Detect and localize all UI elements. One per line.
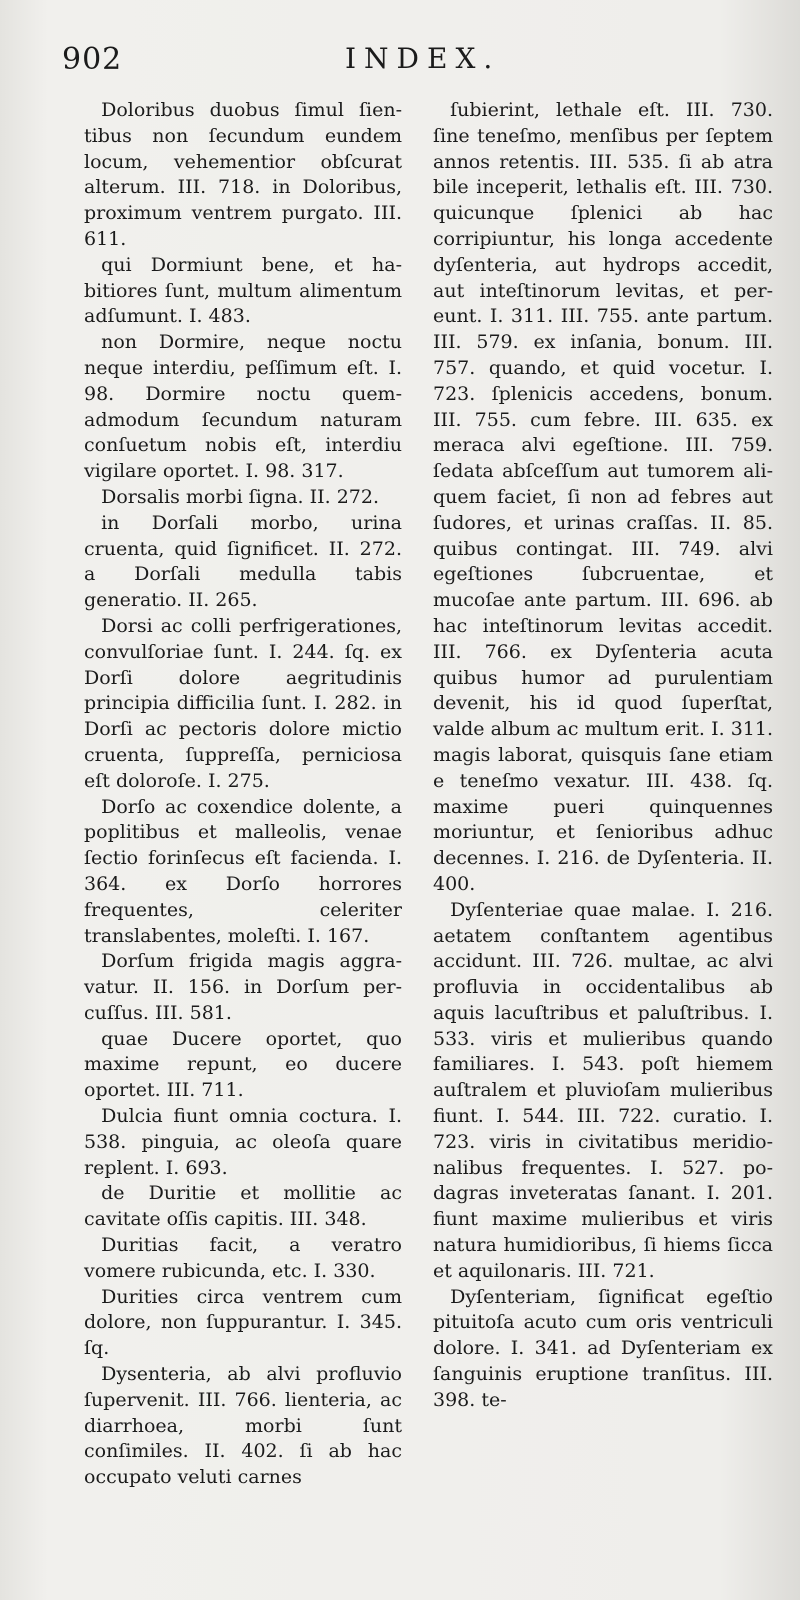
index-entry: non Dormire, neque noctu neque interdiu, peſſimum eſt. I. 98. Dormire noctu quemadmodum ſecundum naturam conſuetum nobis eſt, interdiu vigilare oportet. I. 98. 317.	[84, 331, 402, 483]
index-entry: Durities circa ventrem cum dolore, non ſuppurantur. I. 345. ſq.	[84, 1285, 402, 1360]
index-entry: de Duritie et mollitie ac cavitate oſſis capitis. III. 348.	[84, 1182, 402, 1231]
index-entry: quae Ducere oportet, quo maxime repunt, eo ducere oportet. III. 711.	[84, 1027, 402, 1102]
page-header	[0, 42, 800, 82]
page-number: 902	[62, 42, 123, 77]
right-column	[433, 98, 773, 1414]
index-entry: Dorsi ac colli perfrigerationes, convulſoriae ſunt. I. 244. ſq. ex Dorſi dolore aegritudinis principia difficilia ſunt. I. 282. in Dorſi ac pectoris dolore mictio cruenta, ſuppreſſa, perniciosa eſt doloroſe. I. 275.	[84, 614, 402, 792]
index-entry: ſubierint, lethale eſt. III. 730. ſine teneſmo, menſibus per ſeptem annos retentis. III. 535. ſi ab atra bile inceperit, lethalis eſt. III. 730. quicunque ſplenici ab hac corripiuntur, his longa accedente dyſenteria, aut hydrops accedit, aut inteſtinorum levitas, et pereunt. I. 311. III. 755. ante partum. III. 579. ex inſania, bonum. III. 757. quando, et quid vocetur. I. 723. ſplenicis accedens, bonum. III. 755. cum febre. III. 635. ex meraca alvi egeſtione. III. 759. ſedata abſceſſum aut tumorem aliquem faciet, ſi non ad febres aut ſudores, et urinas craſſas. II. 85. quibus contingat. III. 749. alvi egeſtiones ſubcruentae, et mucoſae ante partum. III. 696. ab hac inteſtinorum levitas accedit. III. 766. ex Dyſenteria acuta quibus humor ad purulentiam devenit, his id quod ſuperſtat, valde album ac multum erit. I. 311. magis laborat, quisquis ſane etiam e teneſmo vexatur. III. 438. ſq. maxime pueri quinquennes moriuntur, et ſenioribus adhuc decennes. I. 216. de Dyſenteria. II. 400.	[433, 99, 773, 895]
index-entry: qui Dormiunt bene, et habitiores ſunt, multum alimentum adſumunt. I. 483.	[84, 253, 402, 328]
running-head: INDEX.	[345, 42, 501, 75]
left-column	[84, 98, 402, 1491]
index-entry: Dorſo ac coxendice dolente, a poplitibus et malleolis, venae ſectio forinſecus eſt facienda. I. 364. ex Dorſo horrores frequentes, celeriter translabentes, moleſti. I. 167.	[84, 795, 402, 947]
index-entry: Duritias facit, a veratro vomere rubicunda, etc. I. 330.	[84, 1234, 402, 1282]
index-entry: Dysenteria, ab alvi profluvio ſupervenit. III. 766. lienteria, ac diarrhoea, morbi ſunt conſimiles. II. 402. ſi ab hac occupato veluti carnes	[84, 1363, 402, 1489]
index-entry: Dyſenteriam, ſignificat egeſtio pituitoſa acuto cum oris ventriculi dolore. I. 341. ad Dyſenteriam ex ſanguinis eruptione tranſitus. III. 398. te-	[433, 1285, 773, 1411]
index-entry: Dorſum frigida magis aggravatur. II. 156. in Dorſum percuſſus. III. 581.	[84, 950, 402, 1024]
index-entry: Doloribus duobus ſimul ſientibus non ſecundum eundem locum, vehementior obſcurat alterum. III. 718. in Doloribus, proximum ventrem purgato. III. 611.	[84, 99, 402, 250]
index-entry: Dulcia fiunt omnia coctura. I. 538. pinguia, ac oleoſa quare replent. I. 693.	[84, 1105, 402, 1179]
index-entry: Dorsalis morbi ſigna. II. 272.	[101, 485, 379, 508]
index-entry: Dyſenteriae quae malae. I. 216. aetatem conſtantem agentibus accidunt. III. 726. multae, ac alvi profluvia in occidentalibus ab aquis lacuſtribus et paluſtribus. I. 533. viris et mulieribus quando familiares. I. 543. poſt hiemem auſtralem et pluvioſam mulieribus fiunt. I. 544. III. 722. curatio. I. 723. viris in civitatibus meridionalibus frequentes. I. 527. podagras inveteratas ſanant. I. 201. fiunt maxime mulieribus et viris natura humidioribus, ſi hiems ſicca et aquilonaris. III. 721.	[433, 898, 773, 1282]
index-entry: in Dorſali morbo, urina cruenta, quid ſignificet. II. 272. a Dorſali medulla tabis generatio. II. 265.	[84, 511, 402, 612]
